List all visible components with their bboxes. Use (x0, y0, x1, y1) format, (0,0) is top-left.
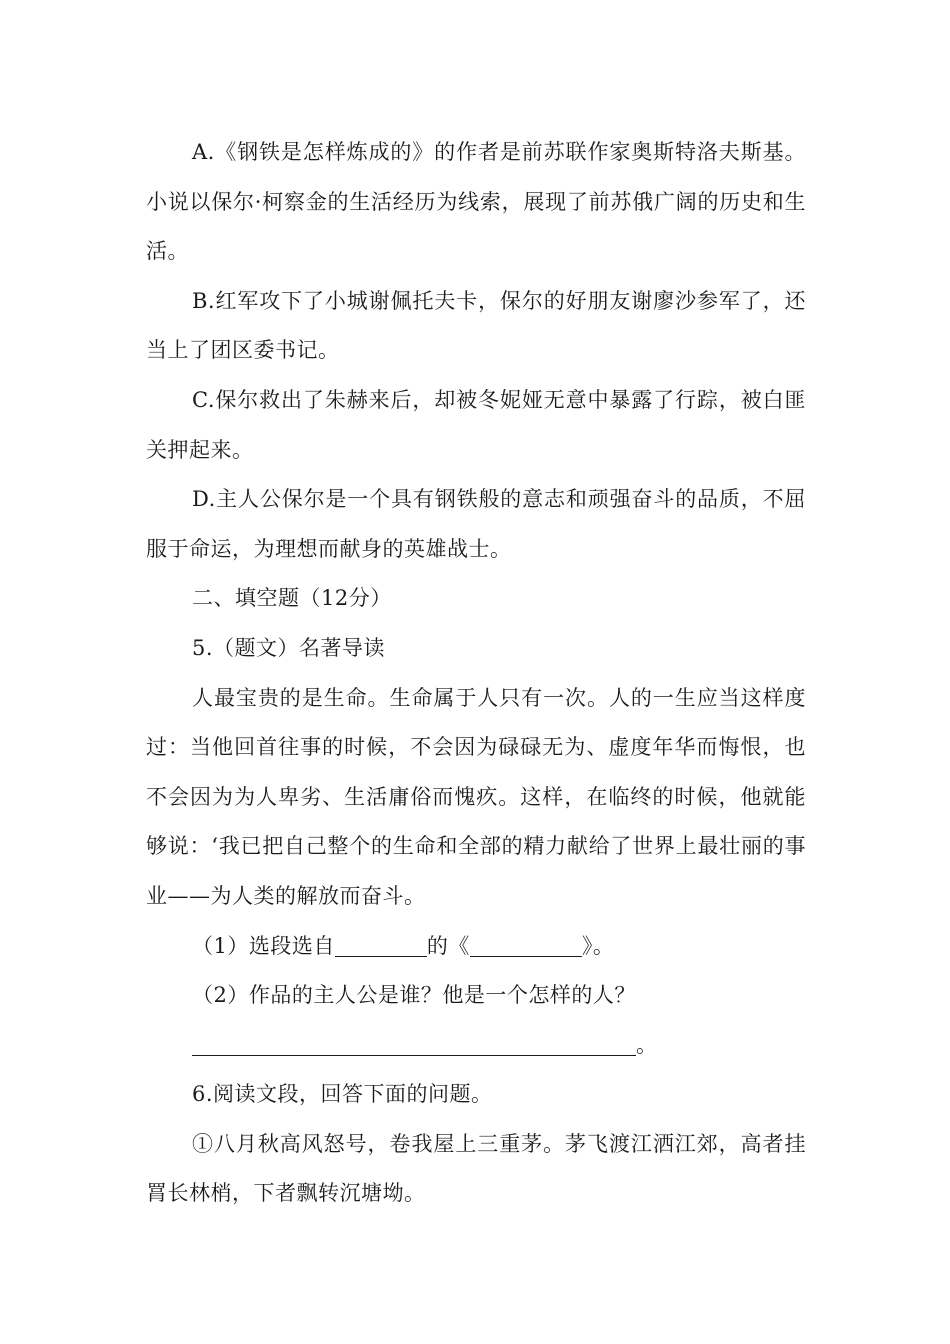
document-content (146, 128, 806, 1219)
answer-end: 。 (636, 1032, 658, 1057)
option-c: C.保尔救出了朱赫来后，却被冬妮娅无意中暴露了行踪，被白匪关押起来。 (146, 387, 806, 462)
question-5-sub2: （2）作品的主人公是谁？他是一个怎样的人？ (192, 983, 636, 1008)
sub1-mid: 的《 (426, 933, 470, 958)
sub1-prefix: （1）选段选自 (192, 933, 335, 958)
question-6-title: 6.阅读文段，回答下面的问题。 (192, 1082, 493, 1107)
title-blank[interactable] (470, 933, 582, 956)
option-a: A.《钢铁是怎样炼成的》的作者是前苏联作家奥斯特洛夫斯基。小说以保尔·柯察金的生活经历为线索，展现了前苏俄广阔的历史和生活。 (146, 140, 806, 264)
answer-blank[interactable] (192, 1033, 636, 1056)
sub1-suffix: 》。 (581, 933, 615, 958)
option-d: D.主人公保尔是一个具有钢铁般的意志和顽强奋斗的品质，不屈服于命运，为理想而献身的英雄战士。 (146, 487, 806, 561)
question-5-title: 5.（题文）名著导读 (192, 635, 386, 660)
section-heading: 二、填空题（12分） (192, 586, 392, 611)
question-5-sub1 (146, 922, 806, 972)
option-b: B.红军攻下了小城谢佩托夫卡，保尔的好朋友谢廖沙参军了，还当上了团区委书记。 (146, 288, 806, 363)
question-5-answer-line (146, 1021, 806, 1071)
question-6-passage: ①八月秋高风怒号，卷我屋上三重茅。茅飞渡江洒江郊，高者挂罥长林梢，下者飘转沉塘坳。 (146, 1131, 806, 1206)
question-5-passage: 人最宝贵的是生命。生命属于人只有一次。人的一生应当这样度过：当他回首往事的时候，不会因为碌碌无为、虚度年华而悔恨，也不会因为为人卑劣、生活庸俗而愧疚。这样，在临终的时候，他就能够说：‘我已把自己整个的生命和全部的精力献给了世界上最壮丽的事业——为人类的解放而奋斗。 (146, 685, 806, 908)
author-blank[interactable] (335, 933, 427, 956)
